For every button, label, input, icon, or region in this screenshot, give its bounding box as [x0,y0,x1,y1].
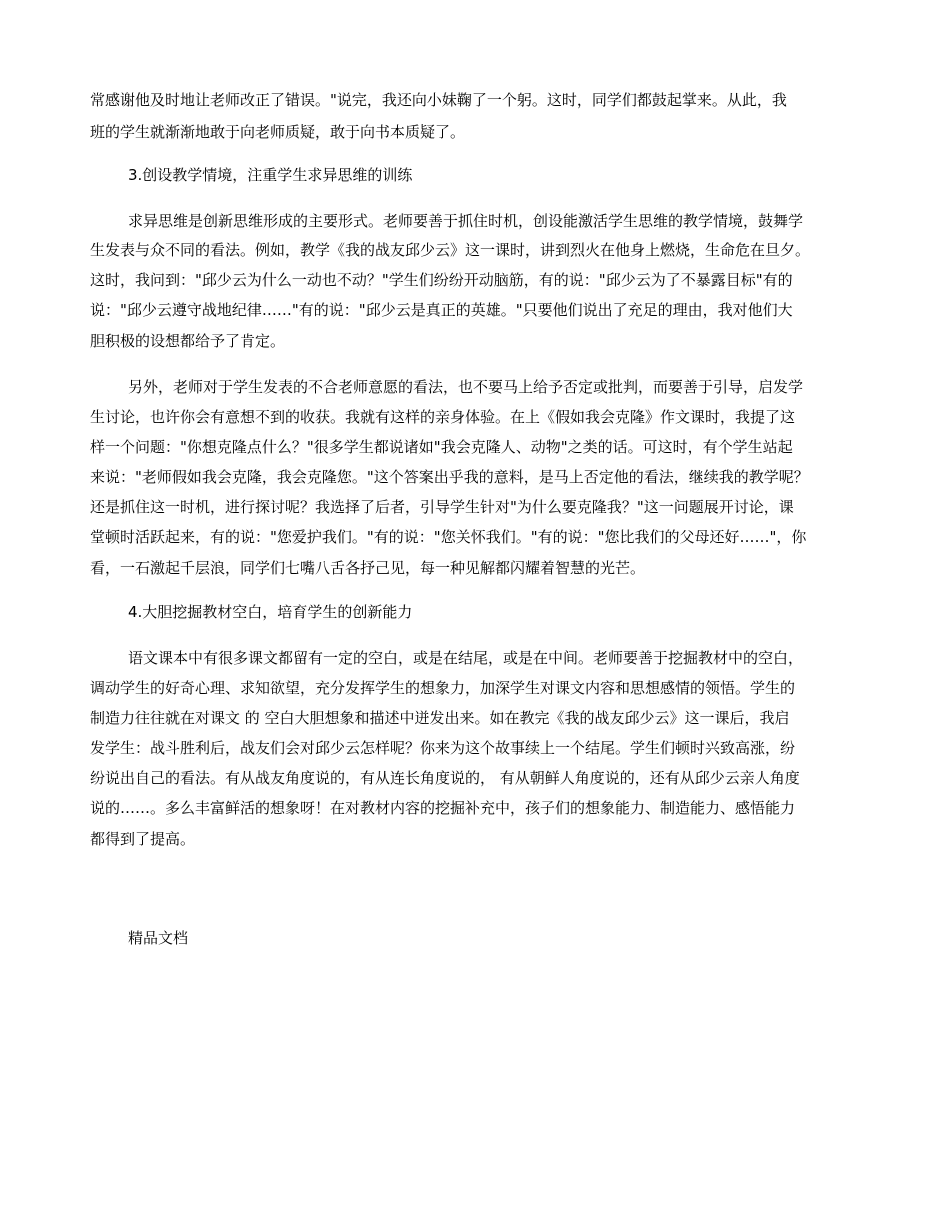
paragraph-4-line-6: 说的……。多么丰富鲜活的想象呀！在对教材内容的挖掘补充中，孩子们的想象能力、制造能力、感悟能力 [90,799,796,817]
paragraph-2-line-2: 生发表与众不同的看法。例如，教学《我的战友邱少云》这一课时，讲到烈火在他身上燃烧，生命危在旦夕。 [90,241,811,259]
paragraph-4-line-2: 调动学生的好奇心理、求知欲望，充分发挥学生的想象力，加深学生对课文内容和思想感情的领悟。学生的 [90,679,796,697]
paragraph-2-line-1: 求异思维是创新思维形成的主要形式。老师要善于抓住时机，创设能激活学生思维的教学情境，鼓舞学 [128,212,804,230]
paragraph-4-line-4: 发学生：战斗胜利后，战友们会对邱少云怎样呢？你来为这个故事续上一个结尾。学生们顿时兴致高涨，纷 [90,739,796,757]
paragraph-2-line-4: 说："邱少云遵守战地纪律……"有的说："邱少云是真正的英雄。"只要他们说出了充足的理由，我对他们大 [90,301,793,319]
paragraph-1-line-2: 班的学生就渐渐地敢于向老师质疑，敢于向书本质疑了。 [90,123,466,141]
paragraph-3-line-5: 还是抓住这一时机，进行探讨呢？我选择了后者，引导学生针对"为什么要克隆我？"这一问题展开讨论，课 [90,498,794,516]
paragraph-2-line-3: 这时，我问到："邱少云为什么一动也不动？"学生们纷纷开动脑筋，有的说："邱少云为了不暴露目标"有的 [90,271,793,289]
section-heading-3: 3.创设教学情境，注重学生求异思维的训练 [128,166,413,184]
footer-label: 精品文档 [128,929,189,947]
paragraph-4-line-3: 制造力往往就在对课文 的 空白大胆想象和描述中迸发出来。如在教完《我的战友邱少云》这一课后，我启 [90,709,790,727]
section-heading-4: 4.大胆挖掘教材空白，培育学生的创新能力 [128,603,413,621]
paragraph-3-line-7: 看，一石激起千层浪，同学们七嘴八舌各抒己见，每一种见解都闪耀着智慧的光芒。 [90,559,646,577]
paragraph-3-line-3: 样一个问题："你想克隆点什么？"很多学生都说诸如"我会克隆人、动物"之类的话。可这时，有个学生站起 [90,438,793,456]
paragraph-3-line-6: 堂顿时活跃起来，有的说："您爱护我们。"有的说："您关怀我们。"有的说："您比我们的父母还好……"，你 [90,528,807,546]
paragraph-3-line-1: 另外，老师对于学生发表的不合老师意愿的看法，也不要马上给予否定或批判，而要善于引导，启发学 [128,378,804,396]
paragraph-4-line-1: 语文课本中有很多课文都留有一定的空白，或是在结尾，或是在中间。老师要善于挖掘教材中的空白， [128,649,804,667]
paragraph-3-line-4: 来说："老师假如我会克隆，我会克隆您。"这个答案出乎我的意料，是马上否定他的看法，继续我的教学呢？ [90,468,809,486]
paragraph-1-line-1: 常感谢他及时地让老师改正了错误。"说完，我还向小妹鞠了一个躬。这时，同学们都鼓起掌来。从此，我 [90,91,787,109]
paragraph-3-line-2: 生讨论，也许你会有意想不到的收获。我就有这样的亲身体验。在上《假如我会克隆》作文课时，我提了这 [90,408,796,426]
paragraph-4-line-7: 都得到了提高。 [90,830,196,848]
paragraph-2-line-5: 胆积极的设想都给予了肯定。 [90,332,286,350]
paragraph-4-line-5: 纷说出自己的看法。有从战友角度说的，有从连长角度说的， 有从朝鲜人角度说的，还有从邱少云亲人角度 [90,769,800,787]
